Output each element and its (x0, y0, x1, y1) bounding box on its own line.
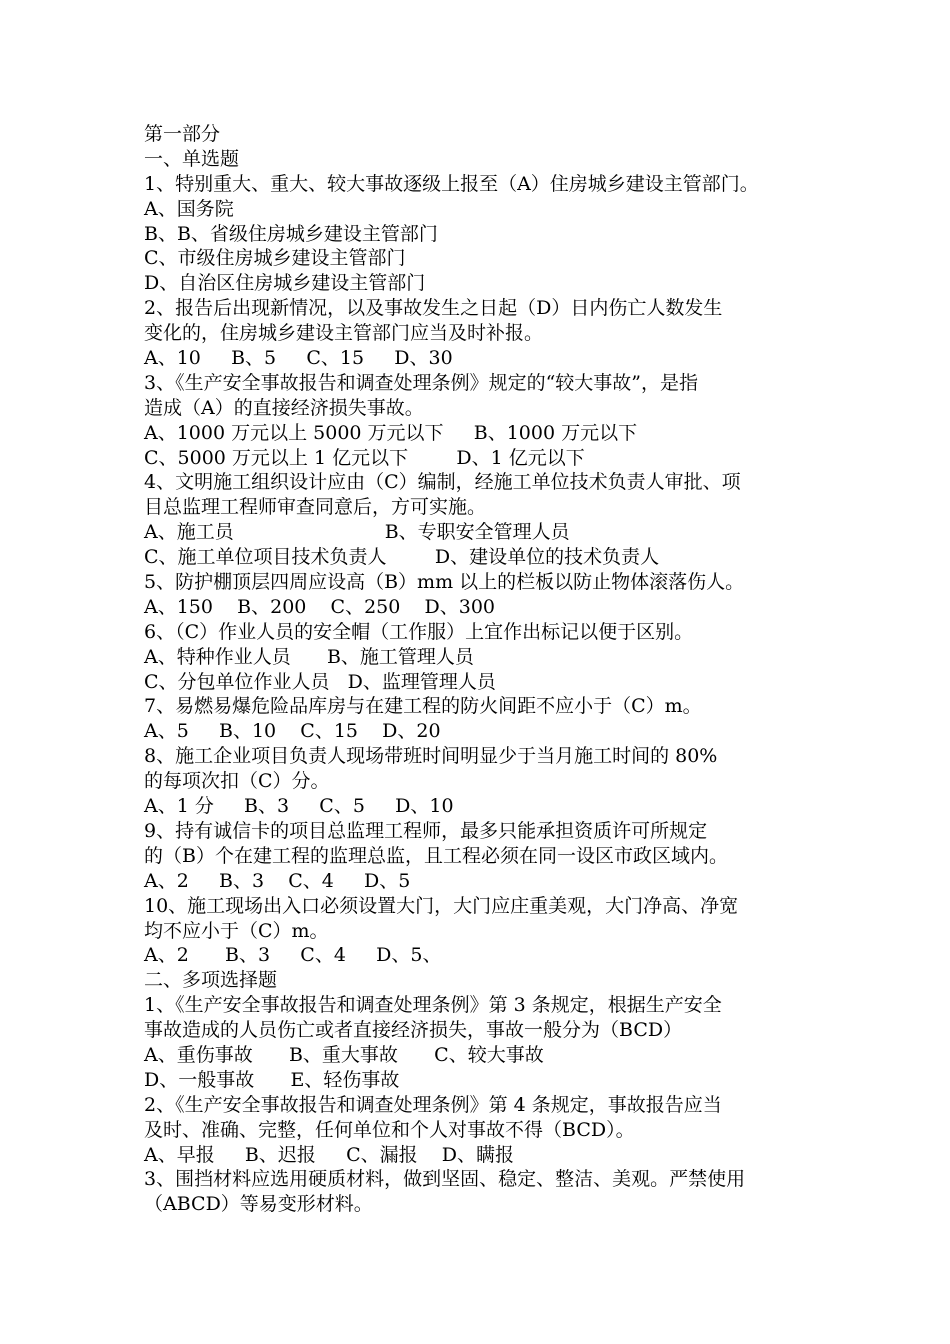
question-10: 10、施工现场出入口必须设置大门，大门应庄重美观，大门净高、净宽 (144, 894, 739, 917)
question-9-cont: 的（B）个在建工程的监理总监，且工程必须在同一设区市政区域内。 (144, 844, 728, 867)
question-4-cont: 目总监理工程师审查同意后，方可实施。 (144, 496, 487, 519)
question-4: 4、文明施工组织设计应由（C）编制，经施工单位技术负责人审批、项 (144, 471, 741, 494)
question-5: 5、防护棚顶层四周应设高（B）mm 以上的栏板以防止物体滚落伤人。 (144, 571, 745, 594)
option-line: C、市级住房城乡建设主管部门 (144, 247, 406, 270)
option-line: A、1000 万元以上 5000 万元以下 B、1000 万元以下 (144, 421, 638, 444)
multi-question-2-cont: 及时、准确、完整，任何单位和个人对事故不得（BCD）。 (144, 1118, 635, 1141)
question-1: 1、特别重大、重大、较大事故逐级上报至（A）住房城乡建设主管部门。 (144, 172, 759, 195)
multi-question-3: 3、围挡材料应选用硬质材料，做到坚固、稳定、整洁、美观。严禁使用 (144, 1168, 746, 1191)
question-8: 8、施工企业项目负责人现场带班时间明显少于当月施工时间的 80% (144, 745, 718, 768)
option-line: B、B、省级住房城乡建设主管部门 (144, 222, 438, 245)
question-3: 3、《生产安全事故报告和调查处理条例》规定的“较大事故”，是指 (144, 371, 699, 394)
option-line: D、一般事故 E、轻伤事故 (144, 1068, 400, 1091)
question-3-cont: 造成（A）的直接经济损失事故。 (144, 396, 424, 419)
question-8-cont: 的每项次扣（C）分。 (144, 770, 330, 793)
question-2: 2、报告后出现新情况，以及事故发生之日起（D）日内伤亡人数发生 (144, 297, 723, 320)
option-line: A、早报 B、迟报 C、漏报 D、瞒报 (144, 1143, 515, 1166)
question-7: 7、易燃易爆危险品库房与在建工程的防火间距不应小于（C）m。 (144, 695, 702, 718)
question-9: 9、持有诚信卡的项目总监理工程师，最多只能承担资质许可所规定 (144, 819, 708, 842)
question-2-cont: 变化的，住房城乡建设主管部门应当及时补报。 (144, 322, 544, 345)
option-line: A、施工员 B、专职安全管理人员 (144, 521, 570, 544)
subsection-heading: 一、单选题 (144, 147, 240, 170)
option-line: A、150 B、200 C、250 D、300 (144, 595, 495, 618)
option-line: A、国务院 (144, 197, 234, 220)
option-line: C、分包单位作业人员 D、监理管理人员 (144, 670, 496, 693)
option-line: A、2 B、3 C、4 D、5、 (144, 944, 442, 967)
option-line: A、特种作业人员 B、施工管理人员 (144, 645, 474, 668)
option-line: A、重伤事故 B、重大事故 C、较大事故 (144, 1043, 544, 1066)
option-line: D、自治区住房城乡建设主管部门 (144, 272, 426, 295)
multi-question-3-cont: （ABCD）等易变形材料。 (144, 1193, 373, 1216)
document-page (144, 122, 934, 1217)
multi-question-1: 1、《生产安全事故报告和调查处理条例》第 3 条规定，根据生产安全 (144, 994, 722, 1017)
option-line: C、5000 万元以上 1 亿元以下 D、1 亿元以下 (144, 446, 585, 469)
option-line: A、10 B、5 C、15 D、30 (144, 347, 453, 370)
question-6: 6、（C）作业人员的安全帽（工作服）上宜作出标记以便于区别。 (144, 620, 694, 643)
question-10-cont: 均不应小于（C）m。 (144, 919, 329, 942)
option-line: A、2 B、3 C、4 D、5 (144, 869, 411, 892)
section-heading: 第一部分 (144, 123, 221, 145)
subsection-heading: 二、多项选择题 (144, 969, 278, 992)
option-line: A、1 分 B、3 C、5 D、10 (144, 795, 454, 818)
multi-question-1-cont: 事故造成的人员伤亡或者直接经济损失，事故一般分为（BCD） (144, 1019, 683, 1042)
option-line: C、施工单位项目技术负责人 D、建设单位的技术负责人 (144, 546, 660, 569)
option-line: A、5 B、10 C、15 D、20 (144, 720, 441, 743)
multi-question-2: 2、《生产安全事故报告和调查处理条例》第 4 条规定，事故报告应当 (144, 1093, 722, 1116)
